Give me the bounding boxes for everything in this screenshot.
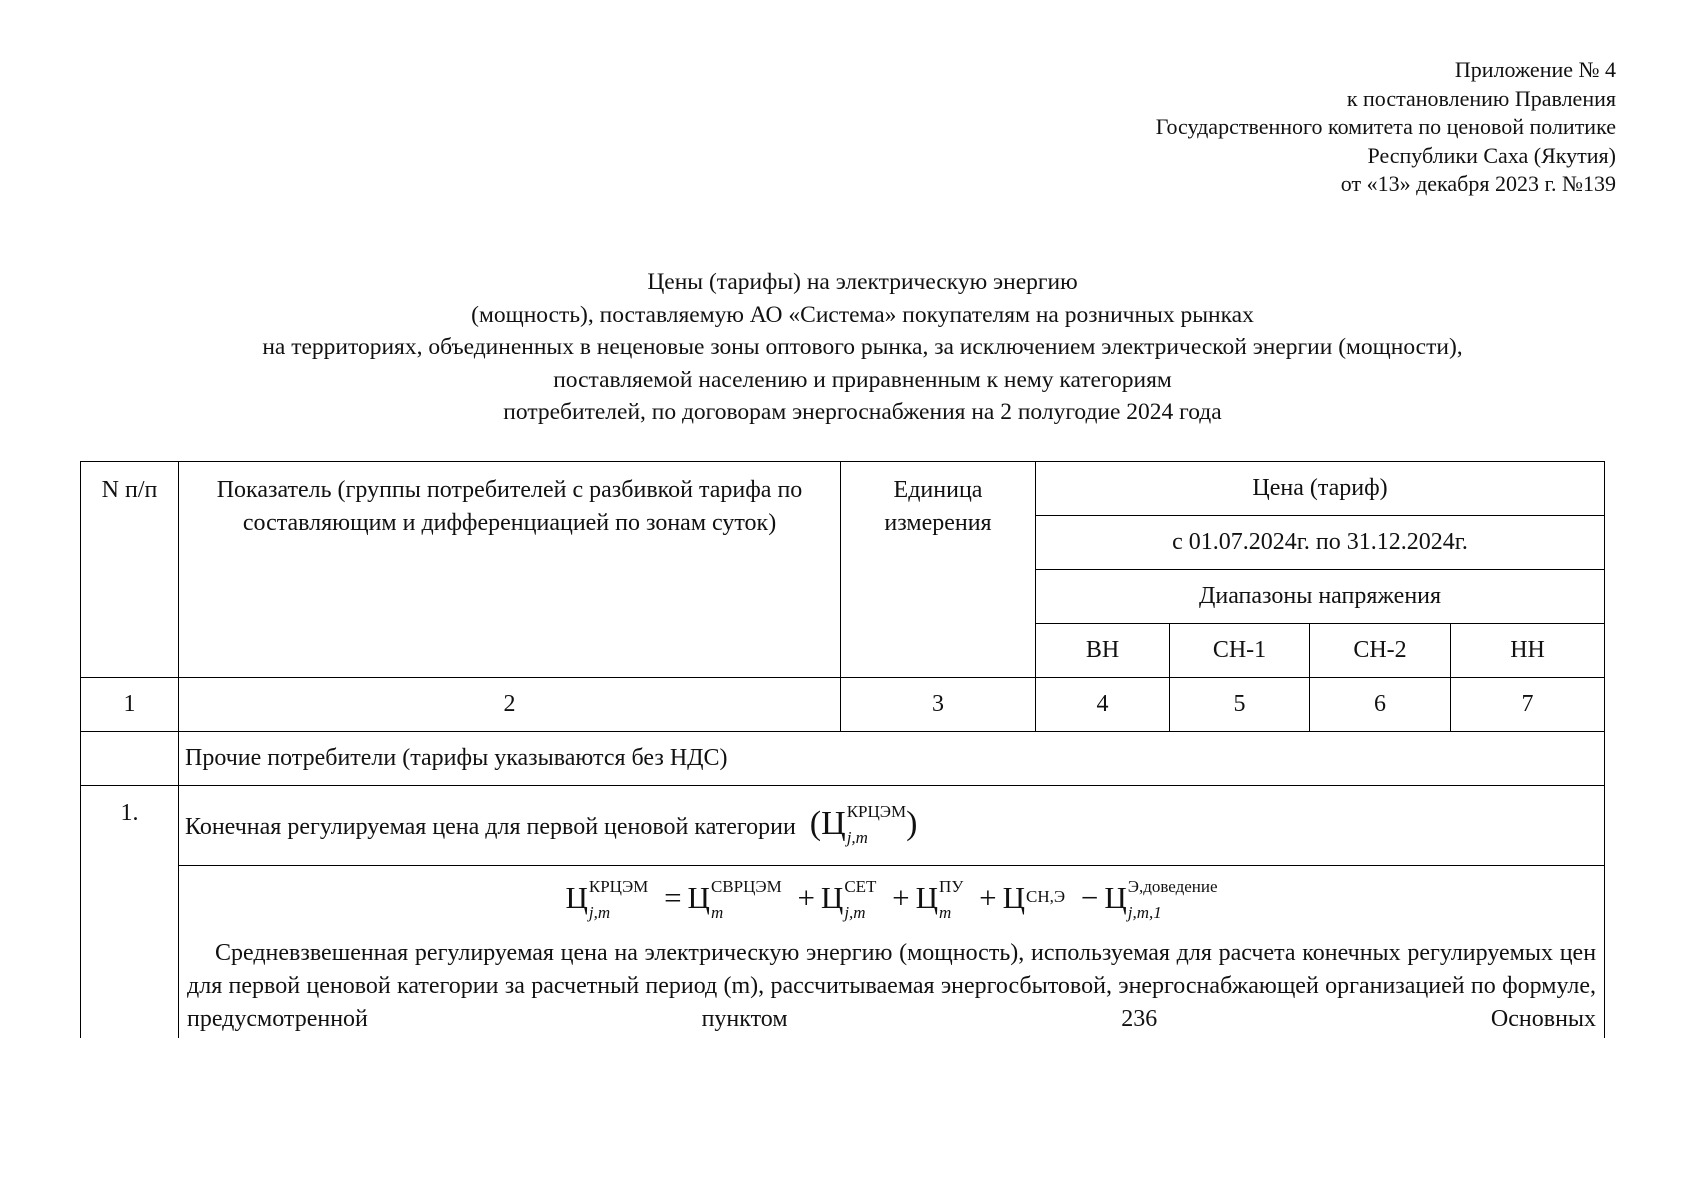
title-line: поставляемой населению и приравненным к нему категориям	[553, 366, 1172, 393]
attachment-line: Государственного комитета по ценовой политике	[1155, 114, 1616, 139]
formula-term-symbol: Ц	[1104, 880, 1127, 915]
header-level-nn: НН	[1451, 624, 1605, 678]
item-title-cell	[179, 786, 1605, 866]
item-title: Конечная регулируемая цена для первой ценовой категории	[185, 813, 796, 840]
item-symbol-char: Ц	[821, 804, 846, 842]
formula-cell	[179, 866, 1605, 1038]
column-number: 5	[1170, 678, 1310, 732]
header-indicator: Показатель (группы потребителей с разбивкой тарифа по составляющим и дифференциацией по зонам суток)	[179, 462, 841, 678]
section-title: Прочие потребители (тарифы указываются без НДС)	[179, 732, 1605, 786]
item-symbol	[809, 802, 918, 848]
formula-operator: +	[797, 880, 815, 915]
header-level-vn: ВН	[1036, 624, 1170, 678]
formula-term-sup: Э,доведение	[1127, 876, 1218, 896]
item-paren-open: (	[809, 804, 822, 842]
column-number: 2	[179, 678, 841, 732]
header-period: с 01.07.2024г. по 31.12.2024г.	[1036, 516, 1605, 570]
attachment-line: Приложение № 4	[1454, 57, 1616, 82]
formula-term-sub: j,m	[844, 902, 866, 922]
item-paren-close: )	[906, 804, 918, 842]
column-number: 6	[1310, 678, 1451, 732]
formula-equals: =	[664, 880, 682, 915]
formula-term-symbol: Ц	[687, 880, 710, 915]
formula-term-symbol: Ц	[915, 880, 939, 915]
item-symbol-sub: j,m	[846, 828, 868, 848]
column-number: 1	[81, 678, 179, 732]
formula-term-sup: СЕТ	[844, 876, 877, 896]
formula-term-sub: m	[710, 902, 724, 922]
formula-lhs-sub: j,m	[588, 902, 611, 922]
formula-lhs-symbol: Ц	[565, 880, 588, 915]
section-num-cell	[81, 732, 179, 786]
header-level-sn1: СН-1	[1170, 624, 1310, 678]
title-line: на территориях, объединенных в неценовые зоны оптового рынка, за исключением электрической энергии (мощности),	[262, 334, 1463, 360]
formula-description	[179, 927, 1604, 1038]
formula-term-sub: m	[939, 902, 952, 922]
column-number: 4	[1036, 678, 1170, 732]
formula-term-sup: ПУ	[939, 876, 964, 896]
item-number: 1.	[81, 786, 179, 1038]
formula-term-sub: j,m,1	[1127, 902, 1162, 922]
title-line: потребителей, по договорам энергоснабжения на 2 полугодие 2024 года	[503, 399, 1222, 425]
formula-term-sup: СН,Э	[1026, 886, 1066, 906]
attachment-line: к постановлению Правления	[1346, 85, 1616, 111]
header-level-sn2: СН-2	[1310, 624, 1451, 678]
formula-operator: −	[1080, 880, 1099, 915]
column-number: 3	[841, 678, 1036, 732]
title-line: Цены (тарифы) на электрическую энергию	[647, 269, 1078, 295]
formula-lhs-sup: КРЦЭМ	[588, 876, 649, 896]
formula-term-symbol: Ц	[1002, 880, 1025, 915]
header-num: N п/п	[81, 462, 179, 678]
attachment-line: Республики Саха (Якутия)	[1367, 142, 1616, 168]
attachment-line: от «13» декабря 2023 г. №139	[1340, 171, 1616, 196]
price-formula	[179, 866, 1604, 927]
formula-operator: +	[979, 880, 997, 915]
formula-description-text: Средневзвешенная регулируемая цена на электрическую энергию (мощность), используемая для расчета конечных регулируемых цен для первой ценовой категории за расчетный период (m), рассчитываемая энергосбытовой, энергоснабжающей организацией по формуле, предусмотренной пунктом 236 Основных	[187, 939, 1597, 1032]
tariff-table	[80, 461, 1605, 1038]
header-unit: Единица измерения	[841, 462, 1036, 678]
header-voltage: Диапазоны напряжения	[1036, 570, 1605, 624]
document-title	[0, 266, 1697, 429]
title-line: (мощность), поставляемую АО «Система» покупателям на розничных рынках	[471, 301, 1254, 328]
formula-term-sup: СВРЦЭМ	[710, 876, 782, 896]
item-symbol-sup: КРЦЭМ	[846, 802, 907, 822]
formula-operator: +	[892, 880, 910, 915]
attachment-block	[1156, 56, 1616, 199]
column-number: 7	[1451, 678, 1605, 732]
header-price: Цена (тариф)	[1036, 462, 1605, 516]
formula-term-symbol: Ц	[820, 880, 844, 915]
